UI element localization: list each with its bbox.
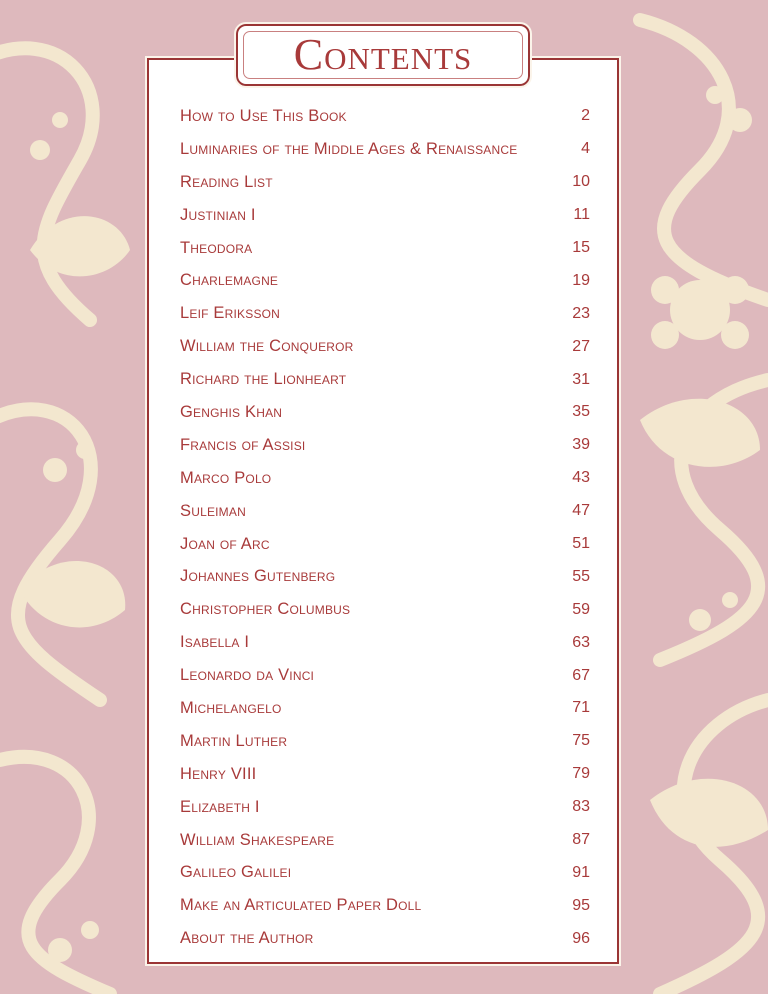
toc-entry-title: Luminaries of the Middle Ages & Renaissance — [180, 139, 518, 158]
toc-entry[interactable] — [180, 856, 590, 889]
toc-entry-title: William the Conqueror — [180, 337, 354, 356]
toc-entry[interactable] — [180, 396, 590, 429]
toc-entry-title: William Shakespeare — [180, 830, 335, 849]
toc-entry-title: Richard the Lionheart — [180, 370, 347, 389]
toc-entry[interactable] — [180, 824, 590, 857]
toc-entry[interactable] — [180, 330, 590, 363]
toc-entry-title: Christopher Columbus — [180, 600, 351, 619]
toc-entry-title: Francis of Assisi — [180, 435, 306, 454]
toc-entry-title: Theodora — [180, 238, 253, 257]
toc-entry-title: Johannes Gutenberg — [180, 567, 336, 586]
toc-entry-page-number: 11 — [573, 206, 590, 224]
toc-entry-page-number: 39 — [572, 436, 590, 454]
page-title: Contents — [293, 30, 473, 79]
toc-entry-page-number: 87 — [572, 831, 590, 849]
toc-entry-page-number: 79 — [572, 765, 590, 783]
toc-entry[interactable] — [180, 692, 590, 725]
toc-entry-page-number: 15 — [572, 239, 590, 256]
title-plate — [236, 24, 530, 86]
toc-entry-title: Elizabeth I — [180, 797, 260, 816]
toc-entry-title: Henry VIII — [180, 764, 257, 783]
toc-entry-page-number: 2 — [581, 107, 590, 125]
toc-entry[interactable] — [180, 363, 590, 396]
toc-entry-page-number: 96 — [572, 929, 590, 947]
toc-entry-page-number: 63 — [572, 633, 590, 651]
toc-entry[interactable] — [180, 166, 590, 199]
toc-entry-page-number: 31 — [572, 370, 590, 388]
toc-entry-title: Suleiman — [180, 501, 246, 520]
toc-entry[interactable] — [180, 791, 590, 824]
toc-entry-title: Genghis Khan — [180, 402, 283, 421]
toc-entry-title: Martin Luther — [180, 731, 288, 750]
toc-entry-page-number: 19 — [572, 271, 590, 289]
toc-entry[interactable] — [180, 528, 590, 561]
toc-entry[interactable] — [180, 264, 590, 297]
toc-entry[interactable] — [180, 297, 590, 330]
toc-entry-title: Justinian I — [180, 205, 256, 224]
toc-entry[interactable] — [180, 199, 590, 232]
toc-entry-page-number: 59 — [572, 600, 590, 618]
toc-entry-title: Isabella I — [180, 633, 250, 652]
toc-entry[interactable] — [180, 889, 590, 922]
table-of-contents — [180, 100, 590, 955]
toc-entry-page-number: 55 — [572, 567, 590, 585]
toc-entry[interactable] — [180, 462, 590, 495]
toc-entry-page-number: 27 — [572, 337, 590, 355]
toc-entry-page-number: 47 — [572, 502, 590, 520]
toc-entry-page-number: 71 — [572, 699, 590, 717]
toc-entry-title: Michelangelo — [180, 698, 282, 717]
toc-entry-title: How to Use This Book — [180, 106, 347, 125]
toc-entry-title: Make an Articulated Paper Doll — [180, 896, 422, 915]
toc-entry-page-number: 67 — [572, 666, 590, 684]
toc-entry-title: Marco Polo — [180, 468, 272, 487]
toc-entry-title: Joan of Arc — [180, 534, 270, 553]
toc-entry-page-number: 35 — [572, 403, 590, 421]
toc-entry-title: About the Author — [180, 929, 314, 948]
toc-entry[interactable] — [180, 495, 590, 528]
toc-entry-page-number: 23 — [572, 304, 590, 322]
toc-entry[interactable] — [180, 429, 590, 462]
toc-entry[interactable] — [180, 560, 590, 593]
toc-entry[interactable] — [180, 922, 590, 955]
toc-entry-title: Leif Eriksson — [180, 304, 281, 323]
toc-entry-page-number: 43 — [572, 469, 590, 487]
toc-entry-page-number: 91 — [572, 863, 590, 881]
toc-entry[interactable] — [180, 659, 590, 692]
toc-entry-title: Reading List — [180, 172, 273, 191]
toc-entry[interactable] — [180, 100, 590, 133]
toc-entry-title: Leonardo da Vinci — [180, 666, 315, 685]
toc-entry-page-number: 51 — [572, 535, 590, 553]
toc-entry-page-number: 75 — [572, 732, 590, 750]
toc-entry-page-number: 95 — [572, 896, 590, 914]
toc-entry[interactable] — [180, 232, 590, 265]
toc-entry[interactable] — [180, 626, 590, 659]
toc-entry[interactable] — [180, 758, 590, 791]
toc-entry-page-number: 4 — [581, 140, 590, 158]
toc-entry-page-number: 83 — [572, 798, 590, 816]
toc-entry-title: Charlemagne — [180, 271, 279, 290]
toc-entry[interactable] — [180, 133, 590, 166]
toc-entry-page-number: 10 — [572, 173, 590, 191]
toc-entry-title: Galileo Galilei — [180, 863, 292, 882]
toc-entry[interactable] — [180, 725, 590, 758]
toc-entry[interactable] — [180, 593, 590, 626]
